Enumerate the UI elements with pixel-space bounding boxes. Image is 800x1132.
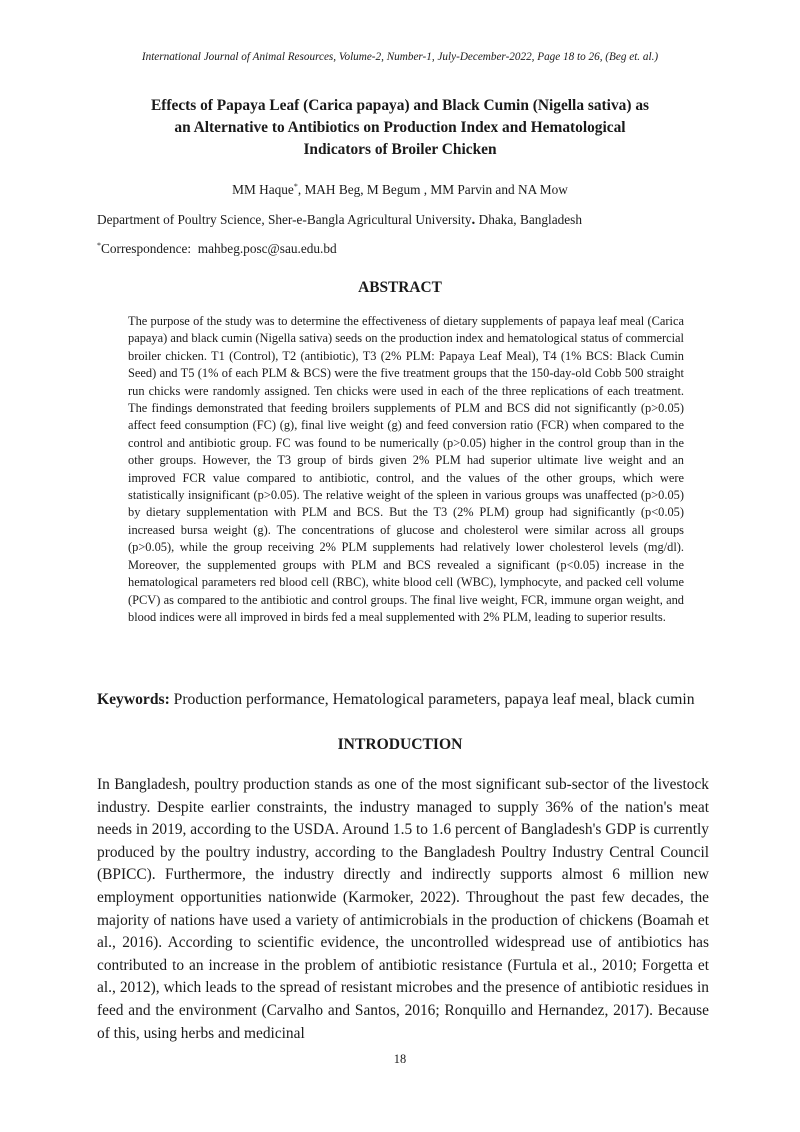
- keywords: [97, 691, 737, 709]
- introduction-text: In Bangladesh, poultry production stands as one of the most significant sub-sector of the livestock industry. Despite earlier constraints, the industry managed to supply 36% of the nation's meat needs in 2019, according to the USDA. Around 1.5 to 1.6 percent of Bangladesh's GDP is currently produced by the poultry industry, according to the Bangladesh Poultry Industry Central Council (BPICC). Furthermore, the industry directly and indirectly supports almost 6 million new employment opportunities nationwide (Karmoker, 2022). Throughout the past few decades, the majority of nations have used a variety of antimicrobials in the production of chickens (Boamah et al., 2016). According to scientific evidence, the uncontrolled widespread use of antibiotics has contributed to an increase in the problem of antibiotic resistance (Furtula et al., 2010; Forgetta et al., 2012), which leads to the spread of resistant microbes and the presence of antibiotic residues in feed and the environment (Carvalho and Santos, 2016; Ronquillo and Hernandez, 2017). Because of this, using herbs and medicinal: [97, 776, 709, 1042]
- keywords-text: Production performance, Hematological parameters, papaya leaf meal, black cumin: [169, 691, 695, 708]
- running-head: International Journal of Animal Resources, Volume-2, Number-1, July-December-2022, Page 18 to 26, (Beg et. al.): [141, 51, 659, 63]
- affiliation: [97, 212, 717, 229]
- page-number: 18: [393, 1052, 407, 1066]
- correspondence: [97, 241, 717, 257]
- correspondence-label: Correspondence:: [101, 241, 192, 256]
- abstract-heading: ABSTRACT: [358, 279, 442, 296]
- paper-title: Effects of Papaya Leaf (Carica papaya) and Black Cumin (Nigella sativa) as an Alternative to Antibiotics on Production Index and Hematological Indicators of Broiler Chicken: [150, 97, 650, 158]
- correspondence-mark: *: [97, 241, 101, 250]
- co-authors: , MAH Beg, M Begum , MM Parvin and NA Mow: [297, 182, 568, 197]
- abstract-text: The purpose of the study was to determine the effectiveness of dietary supplements of papaya leaf meal (Carica papaya) and black cumin (Nigella sativa) seeds on the production index and hematological status of commercial broiler chicken. T1 (Control), T2 (antibiotic), T3 (2% PLM: Papaya Leaf Meal), T4 (1% BCS: Black Cumin Seed) and T5 (1% of each PLM & BCS) were the five treatment groups that the 150-day-old Cobb 500 straight run chicks were randomly assigned. Ten chicks were used in each of the three replications of each treatment. The findings demonstrated that feeding broilers supplements of PLM and BCS did not significantly (p>0.05) affect feed consumption (FC) (g), final live weight (g) and feed conversion ratio (FCR) when compared to the control and antibiotic group. FC was found to be numerically (p>0.05) higher in the control group than in the other groups. However, the T3 group of birds given 2% PLM had superior ultimate live weight and an improved FCR value compared to antibiotic, control, and the values of the other groups, which were statistically insignificant (p>0.05). The relative weight of the spleen in various groups was unaffected (p>0.05) by dietary supplementation with PLM and BCS. But the T3 (2% PLM) group had significantly (p<0.05) increased bursa weight (g). The concentrations of glucose and cholesterol were similar across all groups (p>0.05), while the group receiving 2% PLM supplements had relatively lower cholesterol levels (mg/dl). Moreover, the supplemented groups with PLM and BCS revealed a significant (p<0.05) increase in the hematological parameters red blood cell (RBC), white blood cell (WBC), lymphocyte, and packed cell volume (PCV) as compared to the antibiotic and control groups. The final live weight, FCR, immune organ weight, and blood indices were all improved in birds fed a meal supplemented with 2% PLM, leading to superior results.: [128, 314, 684, 624]
- first-author: MM Haque: [232, 182, 294, 197]
- keywords-label: Keywords:: [97, 691, 170, 708]
- introduction-heading: INTRODUCTION: [337, 736, 463, 753]
- author-list: [0, 182, 800, 198]
- correspondence-email[interactable]: mahbeg.posc@sau.edu.bd: [197, 241, 337, 256]
- affiliation-department: Department of Poultry Science, Sher-e-Bangla Agricultural University: [97, 212, 472, 227]
- corresponding-author-mark: *: [293, 182, 298, 191]
- affiliation-city: Dhaka, Bangladesh: [475, 212, 582, 227]
- affiliation-separator: .: [471, 212, 476, 228]
